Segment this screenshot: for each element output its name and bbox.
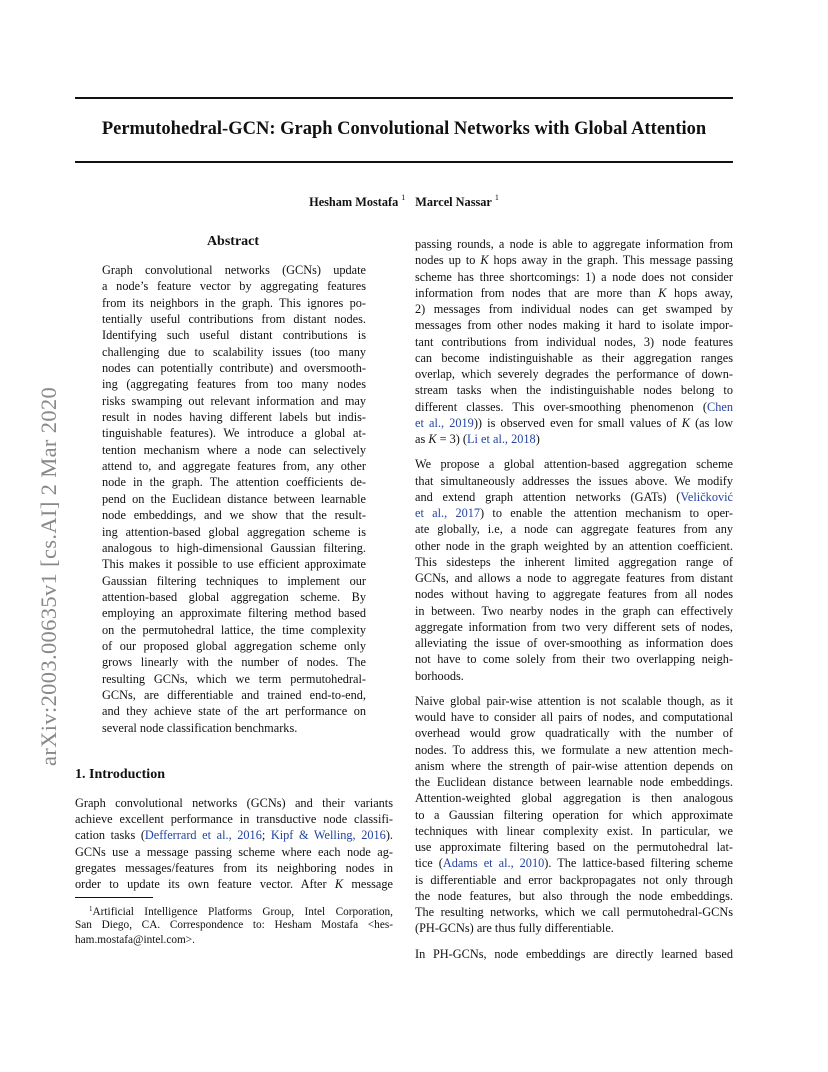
text-line: grows linearly with the number of nodes. The — [102, 655, 366, 670]
abstract-heading: Abstract — [206, 234, 260, 249]
text-line: overlap, which severely degrades the performance of down- — [415, 367, 733, 381]
text-line: Naive global pair-wise attention is not scalable though, as it — [415, 693, 733, 708]
text-line: The resulting networks, which we call permutohedral-GCNs — [415, 905, 733, 919]
text-line: and extend graph attention networks (GATs) (Veličković — [415, 489, 733, 504]
text-line: node embeddings, and we show that the result- — [102, 508, 366, 523]
author-affiliation-mark: 1 — [494, 193, 499, 202]
text-line: Gaussian filtering techniques to implement our — [102, 573, 366, 588]
text-line: passing rounds, a node is able to aggregate information from — [415, 237, 733, 251]
text-line: of our proposed global aggregation scheme only — [102, 638, 366, 653]
text-line: anism where the strength of pair-wise attention depends on — [415, 758, 733, 773]
text-line: nodes can potentially contribute) and oversmooth- — [102, 361, 366, 376]
text-line: the Euclidean distance between learnable node embeddings. — [415, 775, 733, 789]
text-line: in between. Two nearby nodes in the graph can effectively — [415, 603, 733, 618]
citation-link[interactable]: Kipf & Welling, 2016 — [270, 828, 386, 843]
author-list — [75, 193, 733, 210]
text-line: pend on the Euclidean distance between learnable — [102, 491, 366, 506]
footnote-line: San Diego, CA. Correspondence to: Hesham Mostafa <hes- — [75, 918, 393, 931]
text-line: attention-based global aggregation scheme. By — [102, 589, 366, 604]
citation-link[interactable]: Adams et al., 2010 — [442, 856, 545, 871]
footnote-line: ham.mostafa@intel.com>. — [75, 934, 195, 946]
text-line: employing an approximate filtering method based — [102, 606, 366, 621]
text-line: order to update its own feature vector. After K message — [75, 876, 394, 891]
paragraph — [415, 946, 733, 962]
citation-link[interactable]: Defferrard et al., 2016 — [144, 828, 262, 843]
text-line: tinguishable features). We introduce a global at- — [102, 426, 366, 441]
text-line: risks swamping out relevant information and may — [102, 393, 366, 408]
paper-title: Permutohedral-GCN: Graph Convolutional Networks with Global Attention — [101, 119, 707, 139]
text-line: the node features, but also through the node embeddings. — [415, 888, 733, 903]
title-top-rule — [75, 97, 733, 99]
arxiv-identifier: arXiv:2003.00635v1 [cs.AI] 2 Mar 2020 — [36, 386, 61, 766]
author-name: Hesham Mostafa — [309, 195, 399, 209]
text-line: on the permutohedral lattice, the time complexity — [102, 622, 366, 637]
text-line: result in nodes having different labels but indis- — [102, 410, 366, 425]
text-line: GCNs, are differentiable and trained end-to-end, — [102, 687, 366, 702]
introduction-body — [75, 795, 393, 892]
text-line: nodes up to K hops away in the graph. This message passing — [415, 253, 733, 268]
text-line: tice (Adams et al., 2010). The lattice-based filtering scheme — [415, 856, 734, 871]
text-line: nodes without having to aggregate features from all nodes — [415, 587, 733, 602]
text-line: information from nodes that are more than K hops away, — [415, 285, 733, 300]
text-line: 2) messages from individual nodes can get swamped by — [415, 302, 733, 316]
text-line: GCNs use a message passing scheme where each node ag- — [75, 844, 393, 859]
text-line: Attention-weighted global aggregation is then analogous — [415, 791, 733, 806]
text-line: cation tasks (Defferrard et al., 2016; Kipf & Welling, 2016). — [75, 828, 393, 843]
citation-link[interactable]: Veličković — [680, 489, 733, 504]
text-line: to a Gaussian filtering operation for which approximate — [415, 807, 733, 822]
text-line: We propose a global attention-based aggregation scheme — [415, 457, 733, 472]
text-line: ing (aggregating features from too many nodes — [102, 377, 366, 392]
text-line: messages from other nodes making it hard to isolate impor- — [415, 318, 733, 333]
text-line: node in the graph. The attention coefficients de- — [102, 475, 366, 490]
text-line: tentially useful contributions from distant nodes. — [102, 312, 366, 327]
right-column — [415, 236, 733, 962]
text-line: other node in the graph weighted by an attention coefficient. — [415, 538, 733, 553]
text-line: achieve excellent performance in transductive node classifi- — [75, 812, 393, 827]
text-line: Identifying such useful distant contributions is — [102, 328, 366, 343]
text-line: gregates messages/features from its neighboring nodes in — [75, 860, 393, 875]
author-affiliation-mark: 1 — [401, 193, 406, 202]
abstract-body — [102, 262, 366, 736]
footnote-line: $^1$Artificial Intelligence Platforms Group, Intel Corporation, — [89, 905, 393, 918]
text-line: ing attention-based global aggregation scheme is — [102, 524, 366, 539]
text-line: GCNs, and allows a node to aggregate features from distant — [415, 571, 733, 585]
text-line: tention mechanism where a node can selectively — [102, 442, 366, 457]
paragraph — [415, 236, 733, 447]
text-line: and they achieve state of the art performance on — [102, 704, 366, 719]
footnote-rule — [75, 897, 153, 898]
text-line: (PH-GCNs) are thus fully differentiable. — [415, 921, 614, 936]
citation-link[interactable]: Li et al., 2018 — [467, 432, 536, 446]
citation-link[interactable]: Chen — [707, 399, 733, 414]
text-line: would have to consider all pairs of nodes, and computational — [415, 710, 733, 724]
citation-link[interactable]: et al., 2017 — [415, 506, 481, 520]
text-line: as K = 3) (Li et al., 2018) — [415, 432, 540, 446]
author-name: Marcel Nassar — [415, 195, 492, 209]
text-line: borhoods. — [415, 668, 464, 683]
text-line: is differentiable and error backpropagates not only through — [415, 872, 733, 887]
text-line: tant contributions from individual nodes, 3) node features — [415, 334, 733, 349]
footnote — [75, 902, 393, 949]
text-line: a node’s feature vector by aggregating features — [102, 279, 366, 294]
text-line: nodes. To address this, we formulate a new attention mech- — [415, 742, 733, 757]
text-line: can become indistinguishable as their aggregation ranges — [415, 350, 733, 365]
text-line: techniques with linear complexity exist. In particular, we — [415, 823, 733, 838]
text-line: This sidesteps the inherent limited aggregation range of — [415, 554, 733, 569]
text-line: scheme has three shortcomings: 1) a node does not consider — [415, 269, 733, 284]
text-line: several node classification benchmarks. — [102, 720, 298, 735]
text-line: that simultaneously addresses the issues above. We modify — [415, 473, 733, 488]
text-line: overhead would grow quadratically with the number of — [415, 726, 733, 741]
text-line: In PH-GCNs, node embeddings are directly learned based — [415, 946, 733, 961]
text-line: from its neighbors in the graph. This ignores po- — [102, 295, 366, 310]
text-line: challenging due to scalability issues (too many — [102, 344, 366, 359]
title-bottom-rule — [75, 161, 733, 163]
text-line: Graph convolutional networks (GCNs) and their variants — [75, 796, 393, 810]
text-line: resulting GCNs, which we term permutohedral- — [102, 671, 366, 686]
text-line: different classes. This over-smoothing phenomenon (Chen — [415, 399, 733, 414]
text-line: use approximate filtering based on the permutohedral lat- — [415, 840, 733, 854]
text-line: Graph convolutional networks (GCNs) update — [102, 263, 366, 277]
text-line: analogous to high-dimensional Gaussian filtering. — [102, 540, 366, 555]
text-line: This makes it possible to use efficient approximate — [102, 557, 366, 572]
text-line: et al., 2017) to enable the attention mechanism to oper- — [415, 506, 734, 520]
text-line: aggregate information from two very different sets of nodes, — [415, 619, 733, 634]
paragraph — [415, 456, 733, 684]
introduction-heading: 1. Introduction — [75, 767, 165, 782]
text-line: attend to, and aggregate features from, any other — [102, 459, 366, 474]
text-line: et al., 2019)) is observed even for small values of K (as low — [415, 415, 734, 430]
paragraph — [415, 693, 733, 937]
text-line: not have to come solely from their two overlapping neigh- — [415, 652, 733, 667]
text-line: ate globally, i.e, a node can aggregate features from any — [415, 522, 733, 537]
text-line: stream tasks when the indistinguishable nodes belong to — [415, 383, 733, 398]
citation-link[interactable]: et al., 2019 — [415, 415, 474, 430]
text-line: alleviating the issue of over-smoothing as information does — [415, 636, 733, 650]
